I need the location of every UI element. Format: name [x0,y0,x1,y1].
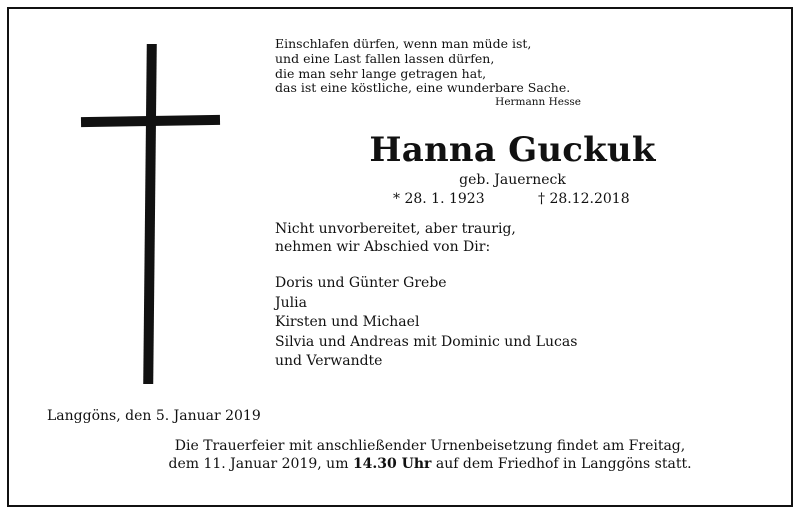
birth-name: geb. Jauerneck [459,172,566,188]
service-date-text: dem 11. Januar 2019, um [168,456,353,472]
deceased-name: Hanna Guckuk [369,130,656,170]
mourner-entry: Doris und Günter Grebe [275,275,447,291]
mourner-entry: Silvia und Andreas mit Dominic und Lucas [275,333,578,350]
service-line-1: Die Trauerfeier mit anschließender Urnenbeisetzung findet am Freitag, [174,438,686,454]
poem-line: das ist eine köstliche, eine wunderbare Sache. [275,80,571,96]
farewell-line: Nicht unvorbereitet, aber traurig, [275,221,516,237]
service-location-text: auf dem Friedhof in Langgöns statt. [431,456,692,472]
farewell-line: nehmen wir Abschied von Dir: [275,238,491,255]
farewell-text [275,221,516,256]
poem-author: Hermann Hesse [495,96,581,109]
death-date: † 28.12.2018 [538,191,630,207]
service-time: 14.30 Uhr [352,456,432,472]
funeral-service-info [60,437,800,473]
poem-line: die man sehr lange getragen hat, [275,65,487,81]
poem-line: und eine Last fallen lassen dürfen, [275,50,495,66]
mourner-entry: und Verwandte [275,353,383,370]
poem-line: Einschlafen dürfen, wenn man müde ist, [275,36,532,51]
mourners-list [275,274,577,372]
service-line-2 [60,455,800,473]
poem [275,37,585,109]
mourner-entry: Julia [275,294,307,311]
place-and-date: Langgöns, den 5. Januar 2019 [47,408,261,424]
mourner-entry: Kirsten und Michael [275,314,420,331]
birth-date: * 28. 1. 1923 [393,191,485,207]
